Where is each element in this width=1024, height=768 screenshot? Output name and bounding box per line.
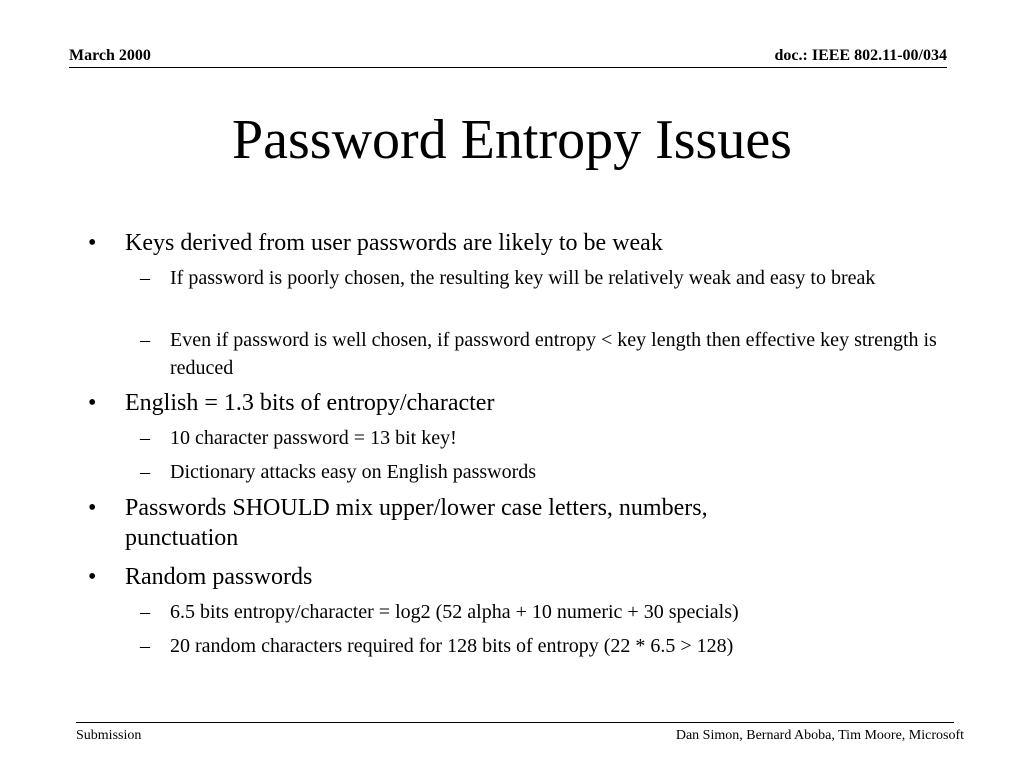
bullet-text: Keys derived from user passwords are likely to be weak — [125, 230, 663, 256]
sub-bullet-dash: – — [140, 427, 150, 449]
footer-divider — [76, 722, 954, 723]
sub-bullet-text: 20 random characters required for 128 bits of entropy (22 * 6.5 > 128) — [170, 635, 734, 657]
bullet-text: Passwords SHOULD mix upper/lower case letters, numbers, punctuation — [125, 495, 708, 551]
bullet-dot: • — [88, 564, 97, 590]
header-doc-id: doc.: IEEE 802.11-00/034 — [774, 47, 947, 64]
bullet-dot: • — [88, 495, 97, 521]
slide-title: Password Entropy Issues — [232, 109, 792, 171]
sub-bullet-dash: – — [140, 601, 150, 623]
sub-bullet-text: 6.5 bits entropy/character = log2 (52 alpha + 10 numeric + 30 specials) — [170, 601, 739, 623]
footer-submission: Submission — [76, 728, 142, 743]
sub-bullet-dash: – — [140, 635, 150, 657]
sub-bullet-text: Even if password is well chosen, if password entropy < key length then effective key strength is reduced — [170, 329, 937, 379]
sub-bullet-text: If password is poorly chosen, the resulting key will be relatively weak and easy to break — [170, 267, 876, 289]
sub-bullet-dash: – — [140, 267, 150, 289]
footer-authors: Dan Simon, Bernard Aboba, Tim Moore, Microsoft — [675, 728, 964, 743]
sub-bullet-text: Dictionary attacks easy on English passwords — [170, 461, 537, 483]
sub-bullet-text: 10 character password = 13 bit key! — [170, 427, 457, 449]
sub-bullet-dash: – — [140, 329, 150, 351]
header-date: March 2000 — [69, 47, 151, 64]
bullet-dot: • — [88, 390, 97, 416]
bullet-text: Random passwords — [125, 564, 313, 590]
sub-bullet-dash: – — [140, 461, 150, 483]
bullet-text: English = 1.3 bits of entropy/character — [125, 390, 495, 416]
bullet-dot: • — [88, 230, 97, 256]
